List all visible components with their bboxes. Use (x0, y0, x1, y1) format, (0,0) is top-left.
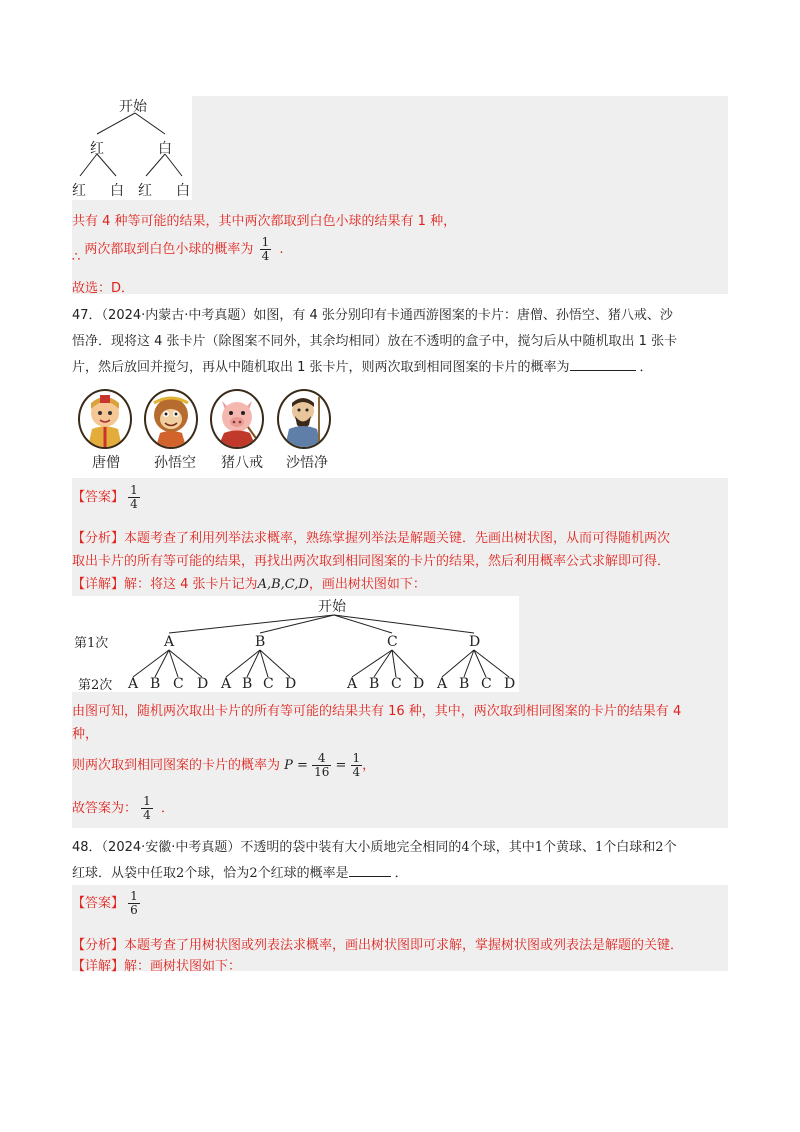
tree-2-node: A (164, 634, 175, 650)
sha-wujing-icon (279, 391, 329, 447)
tree-2-leaf: A (128, 676, 139, 692)
solution-47-line2: 种， (72, 727, 99, 742)
question-47-line1: 47．（2024·内蒙古·中考真题）如图，有 4 张分别印有卡通西游图案的卡片：唐僧、孙悟空、猪八戒、沙 (72, 308, 673, 323)
solution-47-line3: 则两次取到相同图案的卡片的概率为 P = $\frac{4}{16}$ = $\frac{1}{4}$ ， (72, 751, 376, 779)
analysis-48-line: 【分析】本题考查了用树状图或列表法求概率，画出树状图即可求解，掌握树状图或列表法是解题的关键． (72, 938, 684, 953)
solution-46-line1: 共有 4 种等可能的结果，其中两次都取到白色小球的结果有 1 种， (72, 214, 457, 229)
tree-2-leaf: C (391, 676, 402, 692)
tree-diagram-2 (72, 596, 519, 692)
card-sha-wujing (277, 389, 331, 449)
question-48-line2: 红球．从袋中任取2个球，恰为2个红球的概率是 ． (72, 866, 408, 881)
analysis-47-line1: 【分析】本题考查了利用列举法求概率，熟练掌握列举法是解题关键．先画出树状图，从而可得随机两次 (72, 531, 671, 546)
detail-48-line: 【详解】解：画树状图如下： (72, 959, 242, 974)
card-zhu-bajie (210, 389, 264, 449)
tree-2-leaf: A (221, 676, 232, 692)
solution-47-final: 故答案为： $\frac{1}{4}$ ． (72, 794, 174, 822)
tree-1-node-red: 红 (90, 141, 104, 157)
tree-2-row1-label: 第1次 (74, 636, 109, 651)
tree-2-root: 开始 (318, 599, 346, 615)
tree-1-leaf: 白 (176, 183, 190, 199)
tree-2-leaf: B (242, 676, 253, 692)
fraction-one-quarter: $\frac{1}{4}$ (261, 235, 270, 263)
tang-seng-icon (80, 391, 130, 447)
tree-2-leaf: A (437, 676, 448, 692)
answer-blank (349, 876, 391, 877)
card-label-zhu-bajie: 猪八戒 (221, 455, 263, 471)
tree-2-leaf: B (369, 676, 380, 692)
answer-fraction: $\frac{1}{6}$ (130, 889, 138, 917)
question-47-line2: 悟净．现将这 4 张卡片（除图案不同外，其余均相同）放在不透明的盒子中，搅匀后从中随机取出 1 张卡 (72, 334, 678, 349)
card-label-tang-seng: 唐僧 (92, 455, 120, 471)
analysis-47-line2: 取出卡片的所有等可能的结果，再找出两次取到相同图案的卡片的结果，然后利用概率公式求解即可得． (72, 554, 671, 569)
tree-2-node: B (255, 634, 266, 650)
solution-47-line1: 由图可知，随机两次取出卡片的所有等可能的结果共有 16 种，其中，两次取到相同图案的卡片的结果有 4 (72, 704, 682, 719)
card-sun-wukong (144, 389, 198, 449)
answer-48-line: 【答案】 $\frac{1}{6}$ (72, 889, 138, 917)
sun-wukong-icon (146, 391, 196, 447)
tree-1-leaf: 白 (110, 183, 124, 199)
tree-2-leaf: C (173, 676, 184, 692)
card-label-sun-wukong: 孙悟空 (154, 455, 196, 471)
question-47-line3: 片，然后放回并搅匀，再从中随机取出 1 张卡片，则两次取到相同图案的卡片的概率为 ． (72, 360, 653, 375)
card-label-sha-wujing: 沙悟净 (286, 455, 328, 471)
tree-2-leaf: D (504, 676, 516, 692)
fraction-one-quarter: $\frac{1}{4}$ (352, 751, 361, 779)
tree-1-root: 开始 (119, 99, 147, 115)
question-48-line1: 48．（2024·安徽·中考真题）不透明的袋中装有大小质地完全相同的4个球，其中1个黄球、1个白球和2个 (72, 840, 677, 855)
final-fraction: $\frac{1}{4}$ (143, 794, 151, 822)
zhu-bajie-icon (212, 391, 262, 447)
card-tang-seng (78, 389, 132, 449)
tree-2-leaf: B (459, 676, 470, 692)
tree-1-leaf: 红 (138, 183, 152, 199)
tree-2-node: D (469, 634, 481, 650)
tree-2-leaf: C (263, 676, 274, 692)
solution-46-line2: ∴ 两次都取到白色小球的概率为 $\frac{1}{4}$ . (72, 235, 284, 265)
tree-2-leaf: C (481, 676, 492, 692)
solution-46-text: 两次都取到白色小球的概率为 (84, 242, 254, 257)
detail-47-line: 【详解】解：将这 4 张卡片记为A,B,C,D，画出树状图如下： (72, 577, 426, 592)
tree-diagram-1 (72, 96, 192, 200)
answer-47-line (72, 484, 140, 511)
tree-2-leaf: B (150, 676, 161, 692)
tree-2-row2-label: 第2次 (78, 678, 113, 693)
tree-2-leaf: D (285, 676, 297, 692)
answer-fraction: $\frac{1}{4}$ (130, 483, 138, 511)
answer-blank (570, 370, 636, 371)
tree-2-leaf: D (197, 676, 209, 692)
solution-46-choice: 故选：D． (72, 281, 135, 296)
therefore-symbol: ∴ (72, 250, 81, 265)
tree-1-node-white: 白 (158, 141, 172, 157)
answer-label: 【答案】 (72, 490, 125, 505)
fraction-four-sixteenths: $\frac{4}{16}$ (314, 751, 330, 779)
tree-2-leaf: D (413, 676, 425, 692)
tree-2-node: C (387, 634, 398, 650)
tree-2-leaf: A (347, 676, 358, 692)
tree-1-leaf: 红 (72, 183, 86, 199)
